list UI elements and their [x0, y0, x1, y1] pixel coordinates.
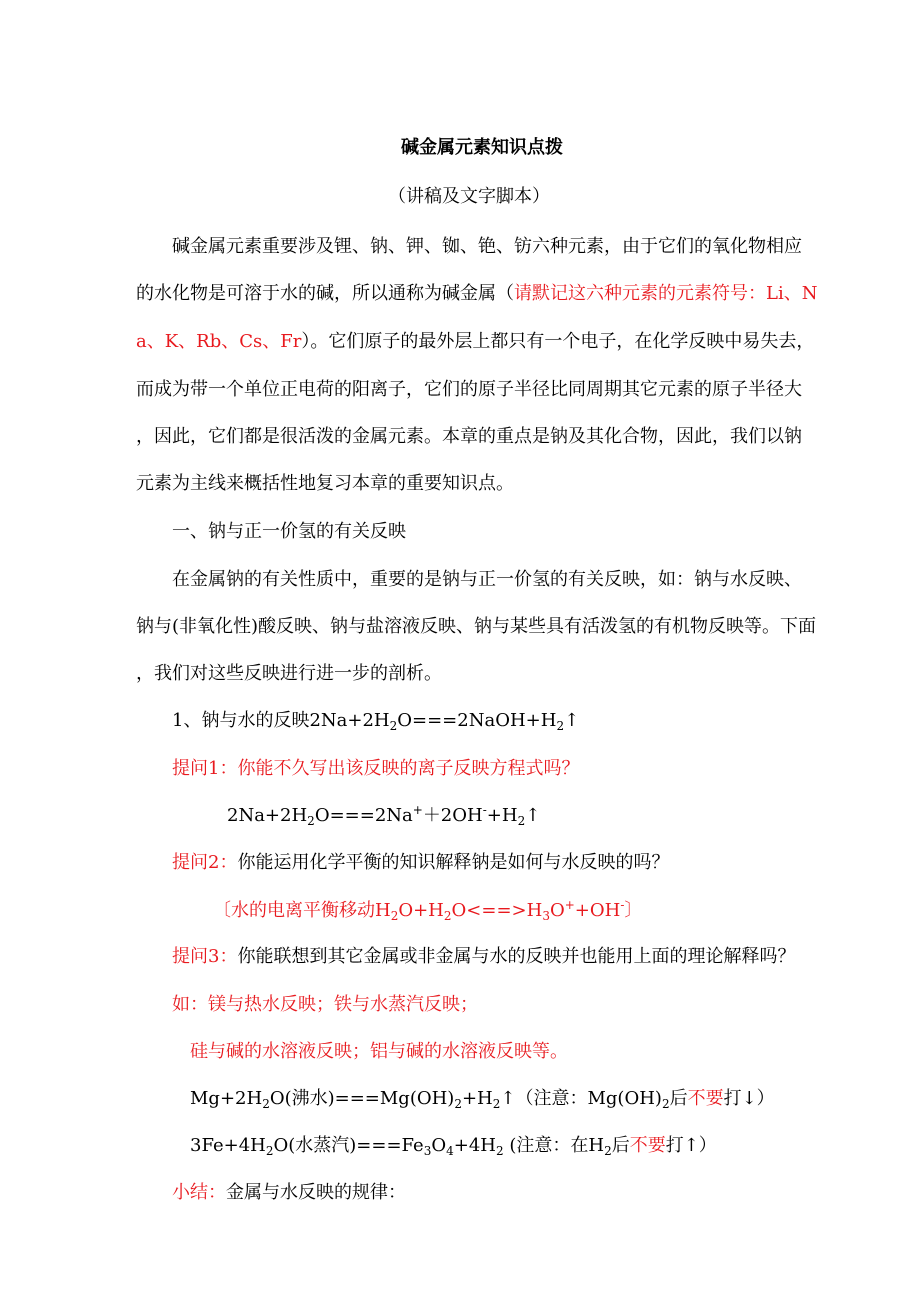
- equation-magnesium: $Mg+2H_2O$(沸水)$===Mg(OH)_2+H_2↑$（注意：$Mg(OH)_2$后不要打↓）: [190, 1088, 775, 1111]
- example-line-2: 硅与碱的水溶液反映；铝与碱的水溶液反映等。: [190, 1041, 568, 1062]
- equation-ionic: $2Na+2H_2O===2Na^++2OH^-+H_2↑$: [227, 803, 541, 828]
- intro-line-2: 的水化物是可溶于水的碱，所以通称为碱金属（请默记这六种元素的元素符号：Li、N: [136, 283, 818, 304]
- section-heading: 一、钠与正一价氢的有关反映: [172, 521, 406, 542]
- equation-iron: $3Fe+4H_2O$(水蒸汽)$===Fe_3O_4+4H_2$ (注意：在$H_2$后不要打↑）: [190, 1135, 717, 1158]
- intro-line-1: 碱金属元素重要涉及锂、钠、钾、铷、铯、钫六种元素，由于它们的氧化物相应: [172, 236, 802, 257]
- intro-highlight-1: 请默记这六种元素的元素符号：Li、N: [514, 283, 818, 304]
- summary-line: 小结：金属与水反映的规律：: [172, 1182, 406, 1203]
- question-1: 提问1：你能不久写出该反映的离子反映方程式吗？: [172, 758, 580, 779]
- intro-highlight-2: a、K、Rb、Cs、Fr: [136, 331, 302, 352]
- question-3: 提问3：你能联想到其它金属或非金属与水的反映并也能用上面的理论解释吗？: [172, 946, 796, 967]
- section-paragraph-line-2: 钠与(非氧化性)酸反映、钠与盐溶液反映、钠与某些具有活泼氢的有机物反映等。下面: [136, 616, 817, 637]
- intro-line-5: ，因此，它们都是很活泼的金属元素。本章的重点是钠及其化合物，因此，我们以钠: [136, 426, 802, 447]
- document-title: 碱金属元素知识点拨: [401, 137, 563, 158]
- intro-line-6: 元素为主线来概括性地复习本章的重要知识点。: [136, 473, 514, 494]
- section-paragraph-line-3: ，我们对这些反映进行进一步的剖析。: [136, 663, 442, 684]
- intro-line-3: a、K、Rb、Cs、Fr）。它们原子的最外层上都只有一个电子，在化学反映中易失去，: [136, 331, 815, 352]
- item-1-heading: 1、钠与水的反映$2Na+2H_2O===2NaOH+H_2↑$: [172, 710, 580, 733]
- section-paragraph-line-1: 在金属钠的有关性质中，重要的是钠与正一价氢的有关反映，如：钠与水反映、: [172, 569, 802, 590]
- question-2: 提问2：你能运用化学平衡的知识解释钠是如何与水反映的吗？: [172, 852, 670, 873]
- document-subtitle: （讲稿及文字脚本）: [388, 186, 550, 207]
- equation-water-ionization: 〔水的电离平衡移动$H_2O+H_2O<==>H_3O^++OH^-$〕: [213, 898, 643, 923]
- example-line-1: 如：镁与热水反映；铁与水蒸汽反映；: [172, 994, 478, 1015]
- intro-line-4: 而成为带一个单位正电荷的阳离子，它们的原子半径比同周期其它元素的原子半径大: [136, 379, 802, 400]
